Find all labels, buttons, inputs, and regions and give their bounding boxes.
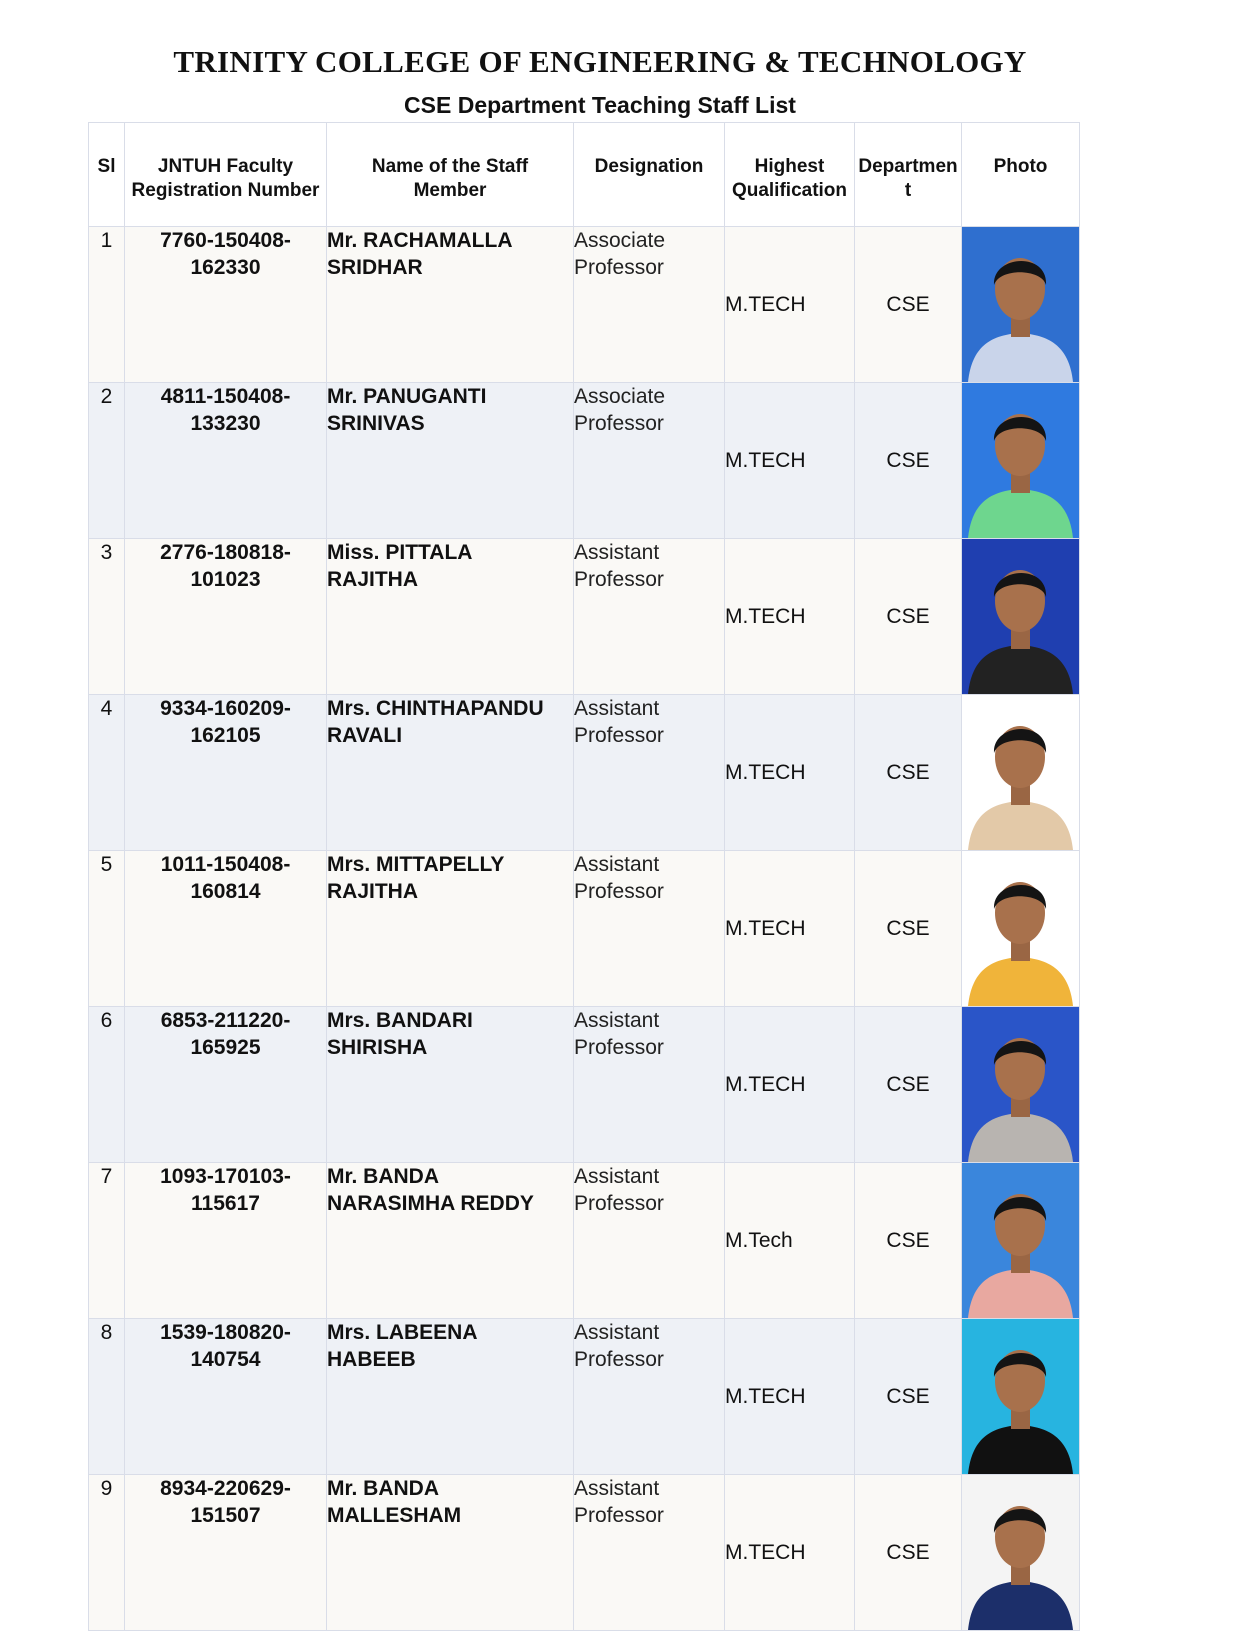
qualification: M.TECH [725, 383, 855, 539]
table-row [89, 227, 1080, 383]
staff-photo [962, 227, 1080, 383]
qualification: M.TECH [725, 851, 855, 1007]
staff-photo [962, 1475, 1080, 1631]
column-header-qualification: Highest Qualification [725, 123, 855, 227]
staff-name: Mr. RACHAMALLA SRIDHAR [327, 227, 574, 383]
column-header-name: Name of the Staff Member [327, 123, 574, 227]
staff-name: Mrs. CHINTHAPANDU RAVALI [327, 695, 574, 851]
table-row [89, 695, 1080, 851]
staff-name: Mrs. MITTAPELLY RAJITHA [327, 851, 574, 1007]
registration-number: 9334-160209- 162105 [125, 695, 327, 851]
portrait-icon [962, 1007, 1079, 1162]
staff-table-body [89, 227, 1080, 1631]
page-title: TRINITY COLLEGE OF ENGINEERING & TECHNOLOGY [173, 44, 1027, 79]
sl-number: 6 [89, 1007, 125, 1163]
registration-number: 8934-220629- 151507 [125, 1475, 327, 1631]
staff-photo [962, 383, 1080, 539]
portrait-icon [962, 1475, 1079, 1630]
page-subtitle: CSE Department Teaching Staff List [404, 92, 796, 118]
registration-number: 1539-180820- 140754 [125, 1319, 327, 1475]
designation: Assistant Professor [574, 1007, 725, 1163]
department: CSE [855, 1475, 962, 1631]
registration-number: 2776-180818- 101023 [125, 539, 327, 695]
department: CSE [855, 1319, 962, 1475]
header-row [89, 123, 1080, 227]
designation: Assistant Professor [574, 539, 725, 695]
staff-name: Mr. PANUGANTI SRINIVAS [327, 383, 574, 539]
table-row [89, 1007, 1080, 1163]
qualification: M.TECH [725, 1475, 855, 1631]
sl-number: 5 [89, 851, 125, 1007]
qualification: M.TECH [725, 227, 855, 383]
staff-name: Mrs. LABEENA HABEEB [327, 1319, 574, 1475]
portrait-icon [962, 695, 1079, 850]
staff-name: Mr. BANDA MALLESHAM [327, 1475, 574, 1631]
department: CSE [855, 383, 962, 539]
designation: Associate Professor [574, 227, 725, 383]
column-header-designation: Designation [574, 123, 725, 227]
sl-number: 9 [89, 1475, 125, 1631]
sl-number: 4 [89, 695, 125, 851]
registration-number: 6853-211220- 165925 [125, 1007, 327, 1163]
portrait-icon [962, 1163, 1079, 1318]
table-row [89, 851, 1080, 1007]
staff-name: Miss. PITTALA RAJITHA [327, 539, 574, 695]
column-header-registration: JNTUH Faculty Registration Number [125, 123, 327, 227]
staff-photo [962, 539, 1080, 695]
sl-number: 8 [89, 1319, 125, 1475]
designation: Associate Professor [574, 383, 725, 539]
qualification: M.TECH [725, 1319, 855, 1475]
designation: Assistant Professor [574, 1475, 725, 1631]
staff-photo [962, 1163, 1080, 1319]
sl-number: 7 [89, 1163, 125, 1319]
department: CSE [855, 851, 962, 1007]
staff-photo [962, 1319, 1080, 1475]
staff-table [88, 122, 1080, 1631]
designation: Assistant Professor [574, 1163, 725, 1319]
staff-photo [962, 1007, 1080, 1163]
column-header-sl: Sl [89, 123, 125, 227]
column-header-photo: Photo [962, 123, 1080, 227]
designation: Assistant Professor [574, 695, 725, 851]
table-row [89, 1475, 1080, 1631]
department: CSE [855, 1007, 962, 1163]
staff-photo [962, 695, 1080, 851]
portrait-icon [962, 227, 1079, 382]
department: CSE [855, 539, 962, 695]
qualification: M.Tech [725, 1163, 855, 1319]
qualification: M.TECH [725, 539, 855, 695]
registration-number: 7760-150408- 162330 [125, 227, 327, 383]
department: CSE [855, 227, 962, 383]
designation: Assistant Professor [574, 1319, 725, 1475]
table-row [89, 1319, 1080, 1475]
department: CSE [855, 1163, 962, 1319]
table-row [89, 383, 1080, 539]
department: CSE [855, 695, 962, 851]
portrait-icon [962, 539, 1079, 694]
portrait-icon [962, 383, 1079, 538]
staff-name: Mr. BANDA NARASIMHA REDDY [327, 1163, 574, 1319]
staff-photo [962, 851, 1080, 1007]
portrait-icon [962, 851, 1079, 1006]
sl-number: 2 [89, 383, 125, 539]
designation: Assistant Professor [574, 851, 725, 1007]
column-header-department: Departmen t [855, 123, 962, 227]
table-row [89, 1163, 1080, 1319]
qualification: M.TECH [725, 1007, 855, 1163]
staff-name: Mrs. BANDARI SHIRISHA [327, 1007, 574, 1163]
sl-number: 1 [89, 227, 125, 383]
portrait-icon [962, 1319, 1079, 1474]
registration-number: 1093-170103- 115617 [125, 1163, 327, 1319]
table-row [89, 539, 1080, 695]
sl-number: 3 [89, 539, 125, 695]
qualification: M.TECH [725, 695, 855, 851]
registration-number: 4811-150408- 133230 [125, 383, 327, 539]
registration-number: 1011-150408- 160814 [125, 851, 327, 1007]
